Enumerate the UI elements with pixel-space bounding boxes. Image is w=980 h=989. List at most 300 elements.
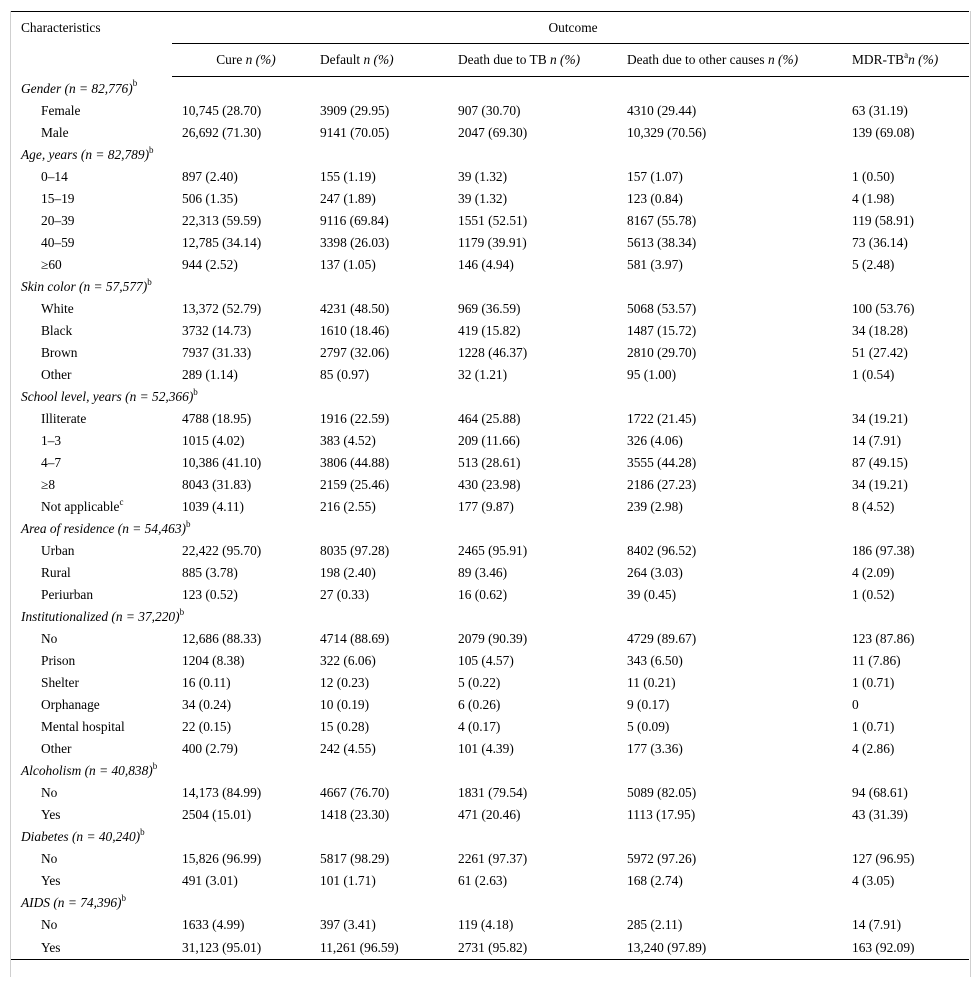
table-cell: 34 (19.21) (852, 477, 908, 492)
column-header-label: Death due to TB (458, 52, 547, 67)
table-cell: 177 (9.87) (458, 499, 514, 514)
row-label-cell (11, 936, 172, 960)
row-label: Black (41, 323, 73, 338)
row-label-cell (11, 430, 172, 452)
table-cell: 14 (7.91) (852, 433, 902, 448)
table-cell: 39 (1.32) (458, 169, 508, 184)
table-row (11, 694, 969, 716)
table-cell: 4 (0.17) (458, 719, 501, 734)
table-row (11, 738, 969, 760)
table-cell: 1 (0.71) (852, 675, 895, 690)
table-cell: 26,692 (71.30) (182, 125, 262, 140)
table-cell: 168 (2.74) (627, 873, 683, 888)
footnote-marker: b (152, 760, 158, 771)
table-row (11, 936, 969, 960)
group-header-row (11, 518, 969, 540)
table-cell: 127 (96.95) (852, 851, 915, 866)
table-cell: 11 (0.21) (627, 675, 676, 690)
table-cell: 139 (69.08) (852, 125, 915, 140)
table-cell: 247 (1.89) (320, 191, 376, 206)
table-cell: 198 (2.40) (320, 565, 376, 580)
table-row (11, 166, 969, 188)
group-header-row (11, 606, 969, 628)
table-cell: 34 (19.21) (852, 411, 908, 426)
row-label: Urban (41, 543, 75, 558)
row-label-cell (11, 232, 172, 254)
table-cell: 419 (15.82) (458, 323, 521, 338)
table-cell: 1179 (39.91) (458, 235, 527, 250)
row-label-cell (11, 672, 172, 694)
footnote-marker: b (132, 78, 138, 89)
table-cell: 3555 (44.28) (627, 455, 697, 470)
table-cell: 32 (1.21) (458, 367, 508, 382)
row-label: Rural (41, 565, 71, 580)
table-cell: 5068 (53.57) (627, 301, 697, 316)
row-label-cell (11, 474, 172, 496)
table-row (11, 584, 969, 606)
table-row (11, 540, 969, 562)
row-label-cell (11, 210, 172, 232)
column-header-2 (448, 44, 617, 77)
table-cell: 105 (4.57) (458, 653, 514, 668)
table-cell: 1204 (8.38) (182, 653, 245, 668)
row-label: Yes (41, 873, 61, 888)
row-label-cell (11, 540, 172, 562)
table-row (11, 122, 969, 144)
column-header-label: Death due to other causes (627, 52, 765, 67)
table-cell: 322 (6.06) (320, 653, 376, 668)
row-label-cell (11, 628, 172, 650)
table-cell: 5613 (38.34) (627, 235, 697, 250)
row-label-cell (11, 408, 172, 430)
table-cell: 6 (0.26) (458, 697, 501, 712)
table-cell: 43 (31.39) (852, 807, 908, 822)
table-row (11, 342, 969, 364)
group-label-cell (11, 606, 969, 628)
table-cell: 13,240 (97.89) (617, 936, 842, 960)
row-label-cell (11, 870, 172, 892)
group-label-cell (11, 826, 969, 848)
table-cell: 63 (31.19) (852, 103, 908, 118)
table-cell: 16 (0.11) (182, 675, 231, 690)
table-row (11, 672, 969, 694)
table-cell: 14,173 (84.99) (182, 785, 262, 800)
table-cell: 73 (36.14) (852, 235, 908, 250)
table-cell: 1 (0.54) (852, 367, 895, 382)
row-label-cell (11, 254, 172, 276)
table-cell: 39 (0.45) (627, 587, 677, 602)
table-cell: 383 (4.52) (320, 433, 376, 448)
group-header-row (11, 892, 969, 914)
table-cell: 119 (58.91) (852, 213, 914, 228)
row-label: ≥8 (41, 477, 56, 492)
table-cell: 34 (18.28) (852, 323, 908, 338)
table-cell: 430 (23.98) (458, 477, 521, 492)
table-cell: 400 (2.79) (182, 741, 238, 756)
table-cell: 177 (3.36) (627, 741, 683, 756)
table-cell: 1 (0.52) (852, 587, 895, 602)
group-label: Alcoholism (n = 40,838) (21, 763, 153, 778)
row-label: ≥60 (41, 257, 62, 272)
row-label: No (41, 631, 58, 646)
table-cell: 10,386 (41.10) (182, 455, 262, 470)
table-cell: 12,686 (88.33) (182, 631, 262, 646)
table-cell: 216 (2.55) (320, 499, 376, 514)
row-label-cell (11, 496, 172, 518)
group-label-cell (11, 518, 969, 540)
table-cell: 969 (36.59) (458, 301, 521, 316)
table-cell: 3806 (44.88) (320, 455, 390, 470)
row-label-cell (11, 562, 172, 584)
table-cell: 3732 (14.73) (182, 323, 252, 338)
table-cell: 5 (0.22) (458, 675, 501, 690)
table-row (11, 914, 969, 936)
table-cell: 209 (11.66) (458, 433, 520, 448)
table-cell: 2810 (29.70) (627, 345, 697, 360)
table-cell: 10,745 (28.70) (182, 103, 262, 118)
column-header-label: Default (320, 52, 361, 67)
table-cell: 2504 (15.01) (182, 807, 252, 822)
table-cell: 4788 (18.95) (182, 411, 252, 426)
row-label-cell (11, 342, 172, 364)
table-cell: 944 (2.52) (182, 257, 238, 272)
footnote-marker: b (147, 276, 152, 287)
table-cell: 10 (0.19) (320, 697, 370, 712)
footnote-marker: b (140, 826, 145, 837)
column-header-1 (310, 44, 448, 77)
group-label: AIDS (n = 74,396) (21, 895, 122, 910)
table-cell: 2079 (90.39) (458, 631, 528, 646)
table-cell: 1 (0.71) (852, 719, 895, 734)
table-cell: 3909 (29.95) (320, 103, 390, 118)
row-label: 0–14 (41, 169, 68, 184)
table-row (11, 804, 969, 826)
table-cell: 2261 (97.37) (458, 851, 528, 866)
group-header-row (11, 276, 969, 298)
table-row (11, 320, 969, 342)
row-label: Yes (41, 939, 61, 955)
table-cell: 2797 (32.06) (320, 345, 390, 360)
table-row (11, 188, 969, 210)
column-header-label: Cure (216, 52, 243, 67)
group-label-cell (11, 386, 969, 408)
group-label-cell (11, 144, 969, 166)
table-row (11, 848, 969, 870)
table-cell: 14 (7.91) (852, 917, 902, 932)
row-label: Shelter (41, 675, 79, 690)
table-cell: 2731 (95.82) (448, 936, 617, 960)
row-label: Orphanage (41, 697, 100, 712)
table-cell: 12 (0.23) (320, 675, 370, 690)
row-label: Other (41, 741, 72, 756)
table-cell: 39 (1.32) (458, 191, 508, 206)
table-cell: 94 (68.61) (852, 785, 908, 800)
table-row (11, 210, 969, 232)
table-cell: 242 (4.55) (320, 741, 376, 756)
row-label-cell (11, 166, 172, 188)
table-cell: 123 (0.84) (627, 191, 683, 206)
table-cell: 157 (1.07) (627, 169, 683, 184)
table-cell: 239 (2.98) (627, 499, 683, 514)
row-label: Mental hospital (41, 719, 125, 734)
table-cell: 4667 (76.70) (320, 785, 390, 800)
table-cell: 1 (0.50) (852, 169, 895, 184)
table-row (11, 496, 969, 518)
table-cell: 1633 (4.99) (182, 917, 245, 932)
table-cell: 5 (2.48) (852, 257, 895, 272)
footnote-marker: c (119, 496, 124, 507)
table-cell: 61 (2.63) (458, 873, 508, 888)
table-cell: 3398 (26.03) (320, 235, 390, 250)
footnote-marker: b (193, 386, 198, 397)
table-cell: 5972 (97.26) (627, 851, 697, 866)
row-label: Other (41, 367, 72, 382)
footnote-marker: b (121, 892, 127, 903)
table-cell: 1113 (17.95) (627, 807, 696, 822)
table-row (11, 716, 969, 738)
table-cell: 31,123 (95.01) (172, 936, 310, 960)
table-cell: 22 (0.15) (182, 719, 232, 734)
column-header-unit: n (%) (363, 52, 394, 67)
table-cell: 506 (1.35) (182, 191, 238, 206)
table-cell: 8043 (31.83) (182, 477, 252, 492)
table-cell: 95 (1.00) (627, 367, 677, 382)
table-cell: 15,826 (96.99) (182, 851, 262, 866)
table-row (11, 628, 969, 650)
table-cell: 1228 (46.37) (458, 345, 528, 360)
table-cell: 1039 (4.11) (182, 499, 244, 514)
table-row (11, 562, 969, 584)
table-cell: 513 (28.61) (458, 455, 521, 470)
footnote-marker: b (149, 144, 154, 155)
table-cell: 51 (27.42) (852, 345, 908, 360)
table-cell: 1015 (4.02) (182, 433, 245, 448)
table-cell: 5089 (82.05) (627, 785, 697, 800)
group-header-row (11, 760, 969, 782)
table-cell: 8 (4.52) (852, 499, 895, 514)
table-row (11, 298, 969, 320)
table-cell: 9 (0.17) (627, 697, 670, 712)
table-cell: 4 (1.98) (852, 191, 895, 206)
row-label-cell (11, 100, 172, 122)
table-cell: 8167 (55.78) (627, 213, 697, 228)
table-cell: 4231 (48.50) (320, 301, 390, 316)
table-cell: 2047 (69.30) (458, 125, 528, 140)
row-label: Yes (41, 807, 61, 822)
row-label: 40–59 (41, 235, 75, 250)
row-label-cell (11, 738, 172, 760)
table-cell: 155 (1.19) (320, 169, 376, 184)
table-cell: 2186 (27.23) (627, 477, 697, 492)
table-cell: 163 (92.09) (842, 936, 969, 960)
table-cell: 186 (97.38) (852, 543, 915, 558)
group-header-row (11, 77, 969, 101)
table-cell: 2159 (25.46) (320, 477, 390, 492)
table-cell: 4 (2.86) (852, 741, 895, 756)
row-label-cell (11, 452, 172, 474)
table-cell: 10,329 (70.56) (627, 125, 707, 140)
row-label-cell (11, 694, 172, 716)
column-header-unit: n (%) (767, 52, 799, 67)
table-row (11, 364, 969, 386)
table-cell: 326 (4.06) (627, 433, 683, 448)
row-label-cell (11, 298, 172, 320)
outcome-header: Outcome (172, 12, 969, 44)
group-label: Institutionalized (n = 37,220) (21, 609, 180, 624)
table-cell: 491 (3.01) (182, 873, 238, 888)
table-cell: 1831 (79.54) (458, 785, 528, 800)
table-header (11, 12, 969, 77)
row-label-cell (11, 716, 172, 738)
group-label: Age, years (n = 82,789) (21, 147, 150, 162)
table-cell: 9141 (70.05) (320, 125, 390, 140)
table-cell: 89 (3.46) (458, 565, 508, 580)
table-cell: 0 (852, 697, 859, 712)
table-cell: 12,785 (34.14) (182, 235, 262, 250)
row-label: Illiterate (41, 411, 87, 426)
table-cell: 7937 (31.33) (182, 345, 252, 360)
row-label: White (41, 301, 74, 316)
group-label: School level, years (n = 52,366) (21, 389, 194, 404)
column-header-4 (842, 44, 969, 77)
table-cell: 4 (3.05) (852, 873, 895, 888)
row-label: No (41, 917, 58, 932)
table-cell: 137 (1.05) (320, 257, 376, 272)
table-cell: 1551 (52.51) (458, 213, 528, 228)
table-cell: 1916 (22.59) (320, 411, 390, 426)
row-label-cell (11, 804, 172, 826)
footnote-marker: b (179, 606, 185, 617)
row-label: Periurban (41, 587, 94, 602)
table-cell: 5 (0.09) (627, 719, 670, 734)
table-cell: 100 (53.76) (852, 301, 915, 316)
table-row (11, 232, 969, 254)
table-cell: 897 (2.40) (182, 169, 238, 184)
row-label: Brown (41, 345, 78, 360)
row-label: No (41, 785, 58, 800)
footnote-marker: a (904, 49, 909, 60)
table-body (11, 77, 969, 960)
row-label-cell (11, 782, 172, 804)
table-cell: 1418 (23.30) (320, 807, 390, 822)
table-cell: 123 (87.86) (852, 631, 915, 646)
group-label: Gender (n = 82,776) (21, 80, 133, 96)
table-cell: 4 (2.09) (852, 565, 895, 580)
table-cell: 4714 (88.69) (320, 631, 390, 646)
table-cell: 1610 (18.46) (320, 323, 390, 338)
table-cell: 13,372 (52.79) (182, 301, 262, 316)
table-row (11, 100, 969, 122)
table-cell: 27 (0.33) (320, 587, 370, 602)
table-row (11, 650, 969, 672)
group-label-cell (11, 760, 969, 782)
row-label: No (41, 851, 58, 866)
table-row (11, 474, 969, 496)
group-label-cell (11, 892, 969, 914)
table-cell: 16 (0.62) (458, 587, 508, 602)
group-header-row (11, 144, 969, 166)
table-cell: 9116 (69.84) (320, 213, 389, 228)
row-label-cell (11, 364, 172, 386)
column-header-0 (172, 44, 310, 77)
table-cell: 1722 (21.45) (627, 411, 697, 426)
table-cell: 146 (4.94) (458, 257, 514, 272)
row-label: Male (41, 125, 69, 140)
table-cell: 87 (49.15) (852, 455, 908, 470)
row-label: 20–39 (41, 213, 75, 228)
row-label-cell (11, 122, 172, 144)
group-header-row (11, 386, 969, 408)
table-cell: 581 (3.97) (627, 257, 683, 272)
table-cell: 1487 (15.72) (627, 323, 697, 338)
table-cell: 101 (4.39) (458, 741, 514, 756)
table-cell: 101 (1.71) (320, 873, 376, 888)
table-cell: 4729 (89.67) (627, 631, 697, 646)
table-row (11, 408, 969, 430)
row-label-cell (11, 848, 172, 870)
table-cell: 8402 (96.52) (627, 543, 697, 558)
table-cell: 264 (3.03) (627, 565, 683, 580)
row-label: 1–3 (41, 433, 62, 448)
row-label-cell (11, 188, 172, 210)
group-label-cell (11, 276, 969, 298)
table-cell: 15 (0.28) (320, 719, 370, 734)
table-row (11, 430, 969, 452)
column-header-unit: n (%) (550, 52, 581, 67)
row-label: 15–19 (41, 191, 75, 206)
table-cell: 34 (0.24) (182, 697, 232, 712)
row-label: Not applicable (41, 499, 120, 514)
table-row (11, 870, 969, 892)
table-cell: 285 (2.11) (627, 917, 683, 932)
row-label-cell (11, 914, 172, 936)
row-label: Prison (41, 653, 76, 668)
table-cell: 11,261 (96.59) (310, 936, 448, 960)
table-cell: 471 (20.46) (458, 807, 521, 822)
table-cell: 464 (25.88) (458, 411, 521, 426)
table-cell: 123 (0.52) (182, 587, 238, 602)
table-cell: 289 (1.14) (182, 367, 238, 382)
group-label-cell (11, 77, 969, 101)
column-header-label: MDR-TB (852, 52, 905, 67)
row-label-cell (11, 320, 172, 342)
table-cell: 85 (0.97) (320, 367, 370, 382)
footnote-marker: b (185, 518, 191, 529)
row-label: Female (41, 103, 81, 118)
table-cell: 11 (7.86) (852, 653, 901, 668)
table-cell: 4310 (29.44) (627, 103, 697, 118)
outcome-table-container (11, 11, 969, 960)
column-header-3 (617, 44, 842, 77)
table-cell: 22,422 (95.70) (182, 543, 262, 558)
table-row (11, 782, 969, 804)
group-label: Area of residence (n = 54,463) (21, 521, 186, 536)
row-label-cell (11, 650, 172, 672)
row-label-cell (11, 584, 172, 606)
table-row (11, 254, 969, 276)
table-cell: 8035 (97.28) (320, 543, 390, 558)
table-cell: 22,313 (59.59) (182, 213, 262, 228)
table-cell: 119 (4.18) (458, 917, 514, 932)
row-label: 4–7 (41, 455, 62, 470)
table-cell: 907 (30.70) (458, 103, 521, 118)
table-cell: 2465 (95.91) (458, 543, 528, 558)
table-cell: 397 (3.41) (320, 917, 376, 932)
characteristics-header: Characteristics (11, 12, 172, 77)
table-cell: 885 (3.78) (182, 565, 238, 580)
table-cell: 343 (6.50) (627, 653, 683, 668)
column-header-unit: n (%) (908, 52, 939, 67)
